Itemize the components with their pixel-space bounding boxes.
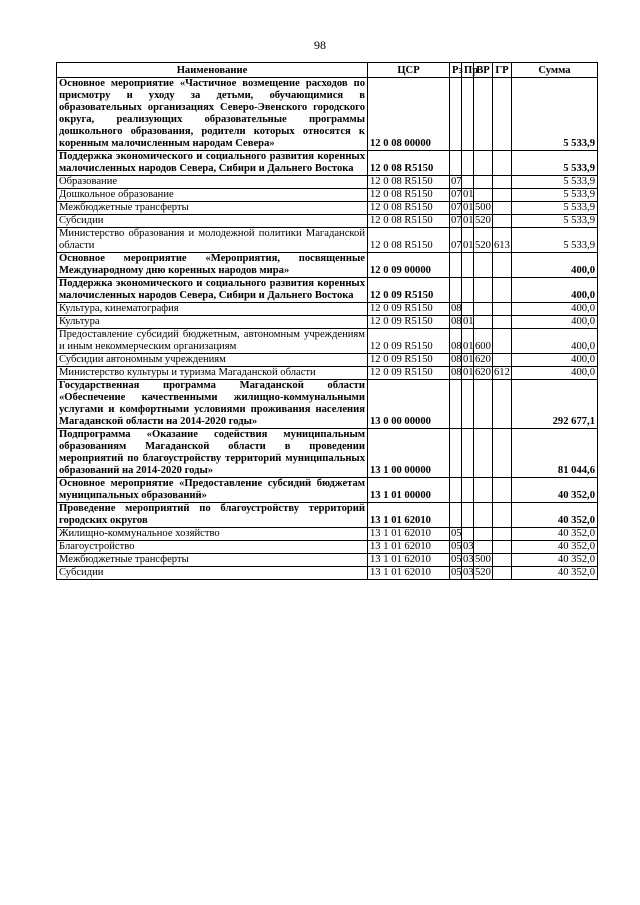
table-row <box>57 316 598 329</box>
cell-csr: 12 0 09 R5150 <box>368 367 450 380</box>
cell-pr <box>462 278 474 303</box>
cell-name: Межбюджетные трансферты <box>57 554 368 567</box>
cell-name: Культура, кинематография <box>57 303 368 316</box>
cell-csr: 12 0 08 R5150 <box>368 228 450 253</box>
cell-csr: 12 0 08 R5150 <box>368 189 450 202</box>
cell-name: Основное мероприятие «Предоставление субсидий бюджетам муниципальных образований» <box>57 478 368 503</box>
cell-csr: 12 0 09 00000 <box>368 253 450 278</box>
cell-vr: 620 <box>475 367 491 378</box>
table-row <box>57 228 598 253</box>
cell-vr <box>474 503 493 528</box>
cell-pr: 01 <box>463 316 474 327</box>
cell-vr: 520 <box>475 567 491 578</box>
table-row <box>57 202 598 215</box>
cell-gr <box>493 541 512 554</box>
cell-sum: 400,0 <box>512 253 598 278</box>
cell-gr <box>493 503 512 528</box>
table-row <box>57 303 598 316</box>
cell-pr: 01 <box>462 228 474 253</box>
cell-vr <box>474 78 493 151</box>
table-row <box>57 367 598 380</box>
cell-rz <box>450 278 462 303</box>
cell-sum: 400,0 <box>512 367 598 380</box>
cell-name: Межбюджетные трансферты <box>57 202 368 215</box>
cell-sum: 40 352,0 <box>512 478 598 503</box>
cell-sum: 400,0 <box>512 316 598 329</box>
cell-csr: 13 1 01 62010 <box>368 528 450 541</box>
table-row <box>57 554 598 567</box>
cell-rz <box>450 78 462 151</box>
cell-rz: 05 <box>451 554 462 565</box>
cell-vr: 500 <box>475 554 491 565</box>
cell-pr: 01 <box>463 215 474 226</box>
cell-name: Поддержка экономического и социального развития коренных малочисленных народов Севера, Сибири и Дальнего Востока <box>57 278 368 303</box>
table-header-row <box>57 63 598 78</box>
table-row <box>57 354 598 367</box>
cell-csr: 13 1 01 62010 <box>368 567 450 580</box>
page-number: 98 <box>314 38 326 52</box>
cell-vr: 520 <box>475 215 491 226</box>
header-rz: Рз <box>450 63 462 78</box>
cell-name: Министерство культуры и туризма Магаданской области <box>57 367 368 380</box>
cell-rz: 08 <box>451 367 462 378</box>
table-row <box>57 189 598 202</box>
cell-rz: 08 <box>451 316 462 327</box>
cell-gr <box>493 253 512 278</box>
cell-csr: 13 1 01 62010 <box>368 554 450 567</box>
cell-vr <box>474 176 493 189</box>
cell-rz: 07 <box>451 176 462 187</box>
cell-pr: 03 <box>463 567 474 578</box>
cell-gr <box>493 303 512 316</box>
cell-sum: 40 352,0 <box>512 567 598 580</box>
cell-sum: 400,0 <box>512 303 598 316</box>
table-row <box>57 541 598 554</box>
table-row <box>57 151 598 176</box>
header-sum: Сумма <box>512 63 598 78</box>
cell-rz: 07 <box>451 189 462 200</box>
table-row <box>57 253 598 278</box>
cell-name: Основное мероприятие «Мероприятия, посвященные Международному дню коренных народов мира» <box>57 253 368 278</box>
cell-vr <box>474 316 493 329</box>
cell-gr <box>493 316 512 329</box>
cell-sum: 5 533,9 <box>512 176 598 189</box>
cell-vr <box>474 541 493 554</box>
cell-sum: 292 677,1 <box>512 380 598 429</box>
cell-pr: 01 <box>463 354 474 365</box>
cell-rz: 05 <box>451 541 462 552</box>
cell-gr <box>493 329 512 354</box>
cell-name: Благоустройство <box>57 541 368 554</box>
cell-csr: 13 1 01 62010 <box>368 503 450 528</box>
cell-pr <box>462 78 474 151</box>
cell-sum: 400,0 <box>512 329 598 354</box>
cell-gr <box>493 176 512 189</box>
cell-rz: 05 <box>451 567 462 578</box>
cell-name: Образование <box>57 176 368 189</box>
cell-rz: 05 <box>451 528 462 539</box>
cell-name: Основное мероприятие «Частичное возмещение расходов по присмотру и уходу за детьми, обучающимися в образовательных организациях Северо-Эвенского городского округа, реализующих образовательные программы дошкольного образования, родители которых относятся к коренным малочисленным народам Севера» <box>57 78 368 151</box>
cell-rz: 07 <box>450 228 462 253</box>
cell-name: Подпрограмма «Оказание содействия муниципальным образованиям Магаданской области в проведении мероприятий по благоустройству территорий муниципальных образований на 2014-2020 годы» <box>57 429 368 478</box>
cell-name: Государственная программа Магаданской области «Обеспечение качественными жилищно-коммунальными услугами и комфортными условиями проживания населения Магаданской области на 2014-2020 годы» <box>57 380 368 429</box>
table-row <box>57 380 598 429</box>
cell-gr: 612 <box>494 367 510 378</box>
cell-gr <box>493 554 512 567</box>
table-row <box>57 478 598 503</box>
cell-sum: 5 533,9 <box>512 78 598 151</box>
cell-sum: 400,0 <box>512 354 598 367</box>
cell-pr <box>462 253 474 278</box>
cell-rz <box>450 380 462 429</box>
cell-name: Предоставление субсидий бюджетным, автономным учреждениям и иным некоммерческим организациям <box>57 329 368 354</box>
cell-rz: 08 <box>451 354 462 365</box>
cell-gr <box>493 528 512 541</box>
cell-pr: 03 <box>463 541 474 552</box>
cell-gr <box>493 478 512 503</box>
cell-vr <box>474 189 493 202</box>
cell-pr: 01 <box>463 202 474 213</box>
cell-rz: 07 <box>451 202 462 213</box>
cell-sum: 40 352,0 <box>512 528 598 541</box>
cell-vr <box>474 528 493 541</box>
cell-vr: 600 <box>474 329 493 354</box>
cell-vr <box>474 278 493 303</box>
header-vr: ВР <box>474 63 493 78</box>
cell-rz <box>450 151 462 176</box>
table-row <box>57 176 598 189</box>
cell-rz: 08 <box>450 329 462 354</box>
cell-pr: 03 <box>463 554 474 565</box>
cell-gr: 613 <box>493 228 512 253</box>
cell-rz <box>450 429 462 478</box>
cell-name: Жилищно-коммунальное хозяйство <box>57 528 368 541</box>
cell-name: Проведение мероприятий по благоустройству территорий городских округов <box>57 503 368 528</box>
cell-sum: 5 533,9 <box>512 151 598 176</box>
cell-vr: 500 <box>475 202 491 213</box>
cell-pr: 01 <box>462 329 474 354</box>
cell-sum: 5 533,9 <box>512 189 598 202</box>
cell-csr: 12 0 09 R5150 <box>368 354 450 367</box>
cell-name: Субсидии <box>57 215 368 228</box>
cell-gr <box>493 151 512 176</box>
cell-sum: 40 352,0 <box>512 554 598 567</box>
table-row <box>57 215 598 228</box>
cell-pr <box>462 429 474 478</box>
table-row <box>57 278 598 303</box>
cell-csr: 12 0 09 R5150 <box>368 316 450 329</box>
table-row <box>57 567 598 580</box>
cell-vr <box>474 429 493 478</box>
table-row <box>57 528 598 541</box>
cell-vr: 520 <box>474 228 493 253</box>
table-row <box>57 503 598 528</box>
cell-pr <box>462 151 474 176</box>
cell-csr: 13 1 01 62010 <box>368 541 450 554</box>
cell-sum: 400,0 <box>512 278 598 303</box>
cell-name: Министерство образования и молодежной политики Магаданской области <box>57 228 368 253</box>
cell-gr <box>493 189 512 202</box>
cell-sum: 40 352,0 <box>512 503 598 528</box>
cell-vr: 620 <box>475 354 491 365</box>
cell-pr: 01 <box>463 189 474 200</box>
cell-pr <box>462 176 474 189</box>
cell-pr <box>462 380 474 429</box>
cell-rz <box>450 478 462 503</box>
cell-gr <box>493 380 512 429</box>
cell-pr <box>462 528 474 541</box>
cell-vr <box>474 303 493 316</box>
table-row <box>57 78 598 151</box>
header-pr: Пр <box>462 63 474 78</box>
cell-pr: 01 <box>463 367 474 378</box>
cell-csr: 12 0 08 R5150 <box>368 151 450 176</box>
cell-csr: 13 0 00 00000 <box>368 380 450 429</box>
cell-gr <box>493 202 512 215</box>
cell-pr <box>462 303 474 316</box>
cell-pr <box>462 503 474 528</box>
cell-vr <box>474 380 493 429</box>
cell-rz <box>450 503 462 528</box>
cell-pr <box>462 478 474 503</box>
cell-csr: 13 1 01 00000 <box>368 478 450 503</box>
cell-vr <box>474 253 493 278</box>
cell-vr <box>474 151 493 176</box>
cell-csr: 12 0 08 00000 <box>368 78 450 151</box>
cell-name: Субсидии <box>57 567 368 580</box>
cell-csr: 12 0 08 R5150 <box>368 176 450 189</box>
cell-name: Поддержка экономического и социального развития коренных малочисленных народов Севера, Сибири и Дальнего Востока <box>57 151 368 176</box>
cell-sum: 5 533,9 <box>512 228 598 253</box>
table-row <box>57 429 598 478</box>
cell-sum: 5 533,9 <box>512 202 598 215</box>
cell-gr <box>493 429 512 478</box>
cell-csr: 12 0 09 R5150 <box>368 278 450 303</box>
cell-gr <box>493 567 512 580</box>
cell-gr <box>493 78 512 151</box>
table-row <box>57 329 598 354</box>
cell-rz: 08 <box>451 303 462 314</box>
budget-table <box>56 62 598 580</box>
header-csr: ЦСР <box>368 63 450 78</box>
cell-csr: 12 0 08 R5150 <box>368 215 450 228</box>
cell-csr: 13 1 00 00000 <box>368 429 450 478</box>
cell-name: Субсидии автономным учреждениям <box>57 354 368 367</box>
cell-sum: 40 352,0 <box>512 541 598 554</box>
cell-gr <box>493 354 512 367</box>
header-gr: ГР <box>493 63 512 78</box>
header-name: Наименование <box>57 63 368 78</box>
cell-name: Дошкольное образование <box>57 189 368 202</box>
cell-name: Культура <box>57 316 368 329</box>
cell-csr: 12 0 09 R5150 <box>368 329 450 354</box>
cell-csr: 12 0 09 R5150 <box>368 303 450 316</box>
cell-sum: 81 044,6 <box>512 429 598 478</box>
cell-vr <box>474 478 493 503</box>
cell-rz: 07 <box>451 215 462 226</box>
cell-gr <box>493 215 512 228</box>
cell-gr <box>493 278 512 303</box>
cell-csr: 12 0 08 R5150 <box>368 202 450 215</box>
cell-sum: 5 533,9 <box>512 215 598 228</box>
cell-rz <box>450 253 462 278</box>
